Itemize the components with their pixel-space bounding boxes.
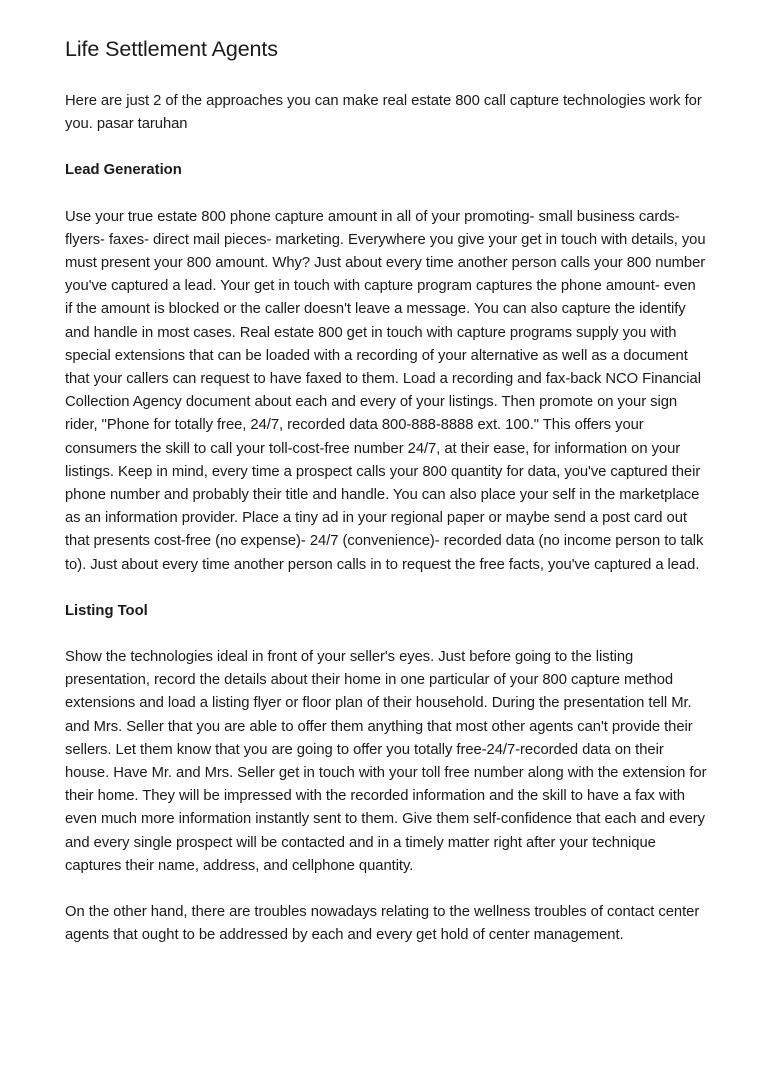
document-title: Life Settlement Agents xyxy=(65,37,278,61)
section-heading-listing-tool: Listing Tool xyxy=(65,602,148,619)
document-page xyxy=(65,34,707,971)
section-heading-lead-generation: Lead Generation xyxy=(65,162,182,179)
closing-paragraph: On the other hand, there are troubles nowadays relating to the wellness troubles of contact center agents that ought to be addressed by each and every get hold of center management. xyxy=(65,904,700,944)
intro-paragraph: Here are just 2 of the approaches you can make real estate 800 call capture technologies work for you. pasar taruhan xyxy=(65,93,702,133)
lead-generation-paragraph: Use your true estate 800 phone capture amount in all of your promoting- small business cards- flyers- faxes- direct mail pieces- marketing. Everywhere you give your get in touch with details, you must present your 800 amount. Why? Just about every time another person calls your 800 number you've captured a lead. Your get in touch with capture program captures the phone amount- even if the amount is blocked or the caller doesn't leave a message. You can also capture the identify and handle in most cases. Real estate 800 get in touch with capture programs supply you with special extensions that can be loaded with a recording of your alternative as well as a document that your callers can request to have faxed to them. Load a recording and fax-back NCO Financial Collection Agency document about each and every of your listings. Then promote on your sign rider, "Phone for totally free, 24/7, recorded data 800-888-8888 ext. 100." This offers your consumers the skill to call your toll-cost-free number 24/7, at their ease, for information on your listings. Keep in mind, every time a prospect calls your 800 quantity for data, you've captured their phone number and probably their title and handle. You can also place your self in the marketplace as an information provider. Place a tiny ad in your regional paper or maybe send a post card out that presents cost-free (no expense)- 24/7 (convenience)- recorded data (no income person to talk to). Just about every time another person calls in to request the free facts, you've captured a lead. xyxy=(65,208,706,573)
listing-tool-paragraph: Show the technologies ideal in front of your seller's eyes. Just before going to the listing presentation, record the details about their home in one particular of your 800 capture method extensions and load a listing flyer or floor plan of their household. During the presentation tell Mr. and Mrs. Seller that you are able to offer them anything that most other agents can't provide their sellers. Let them know that you are going to offer you totally free-24/7-recorded data on their house. Have Mr. and Mrs. Seller get in touch with your toll free number along with the extension for their home. They will be impressed with the recorded information and the skill to have a fax with even much more information instantly sent to them. Give them self-confidence that each and every and every single prospect will be contacted and in a timely matter right after your technique captures their name, address, and cellphone quantity. xyxy=(65,649,707,874)
